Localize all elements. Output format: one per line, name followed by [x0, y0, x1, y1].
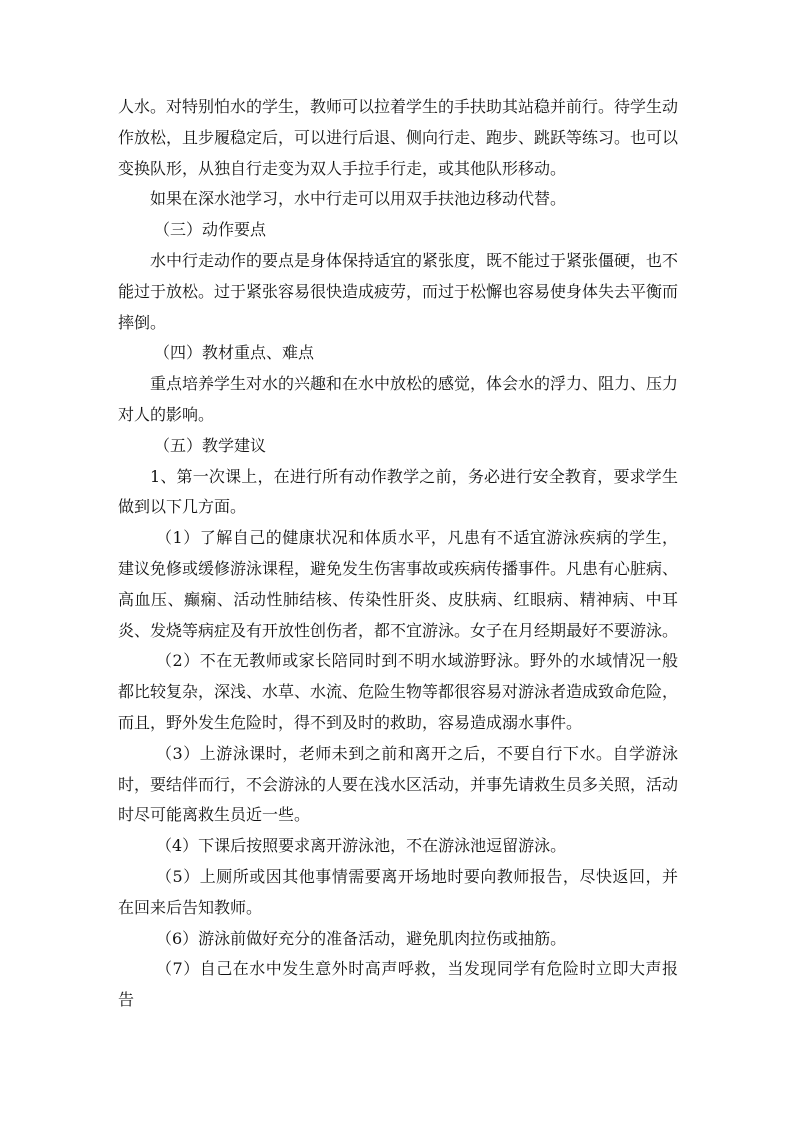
- list-item-2: （2）不在无教师或家长陪同时到不明水域游野泳。野外的水域情况一般都比较复杂，深浅、水草、水流、危险生物等都很容易对游泳者造成致命危险，而且，野外发生危险时，得不到及时的救助，容易造成溺水事件。: [118, 651, 679, 732]
- section-heading-key-points: （三）动作要点: [154, 220, 267, 240]
- paragraph-key-points: 水中行走动作的要点是身体保持适宜的紧张度，既不能过于紧张僵硬，也不能过于放松。过于紧张容易很快造成疲劳，而过于松懈也容易使身体失去平衡而摔倒。: [118, 250, 679, 332]
- section-heading-focus-difficulty: （四）教材重点、难点: [154, 343, 315, 363]
- document-body: [118, 92, 678, 1016]
- list-item-4: （4）下课后按照要求离开游泳池，不在游泳池逗留游泳。: [156, 836, 567, 856]
- paragraph-focus-difficulty: 重点培养学生对水的兴趣和在水中放松的感觉，体会水的浮力、阻力、压力对人的影响。: [118, 374, 679, 424]
- list-item-5: （5）上厕所或因其他事情需要离开场地时要向教师报告，尽快返回，并在回来后告知教师。: [118, 866, 678, 917]
- list-item-3: （3）上游泳课时，老师未到之前和离开之后，不要自行下水。自学游泳时，要结伴而行，不会游泳的人要在浅水区活动，并事先请救生员多关照，活动时尽可能离救生员近一些。: [118, 743, 679, 825]
- list-item-6: （6）游泳前做好充分的准备活动，避免肌肉拉伤或抽筋。: [156, 928, 567, 948]
- paragraph-continuation: 人水。对特别怕水的学生，教师可以拉着学生的手扶助其站稳并前行。待学生动作放松，且步履稳定后，可以进行后退、侧向行走、跑步、跳跃等练习。也可以变换队形，从独自行走变为双人手拉手行走，或其他队形移动。: [118, 97, 679, 178]
- list-item-7: （7）自己在水中发生意外时高声呼救，当发现同学有危险时立即大声报告: [118, 959, 678, 1010]
- paragraph-deep-pool: 如果在深水池学习，水中行走可以用双手扶池边移动代替。: [150, 189, 567, 209]
- section-heading-teaching-advice: （五）教学建议: [154, 435, 267, 455]
- list-item-1: （1）了解自己的健康状况和体质水平，凡患有不适宜游泳疾病的学生，建议免修或缓修游泳课程，避免发生伤害事故或疾病传播事件。凡患有心脏病、高血压、癫痫、活动性肺结核、传染性肝炎、皮肤病、红眼病、精神病、中耳炎、发烧等病症及有开放性创伤者，都不宜游泳。女子在月经期最好不要游泳。: [118, 528, 679, 640]
- paragraph-first-class: 1、第一次课上，在进行所有动作教学之前，务必进行安全教育，要求学生做到以下几方面。: [118, 466, 678, 517]
